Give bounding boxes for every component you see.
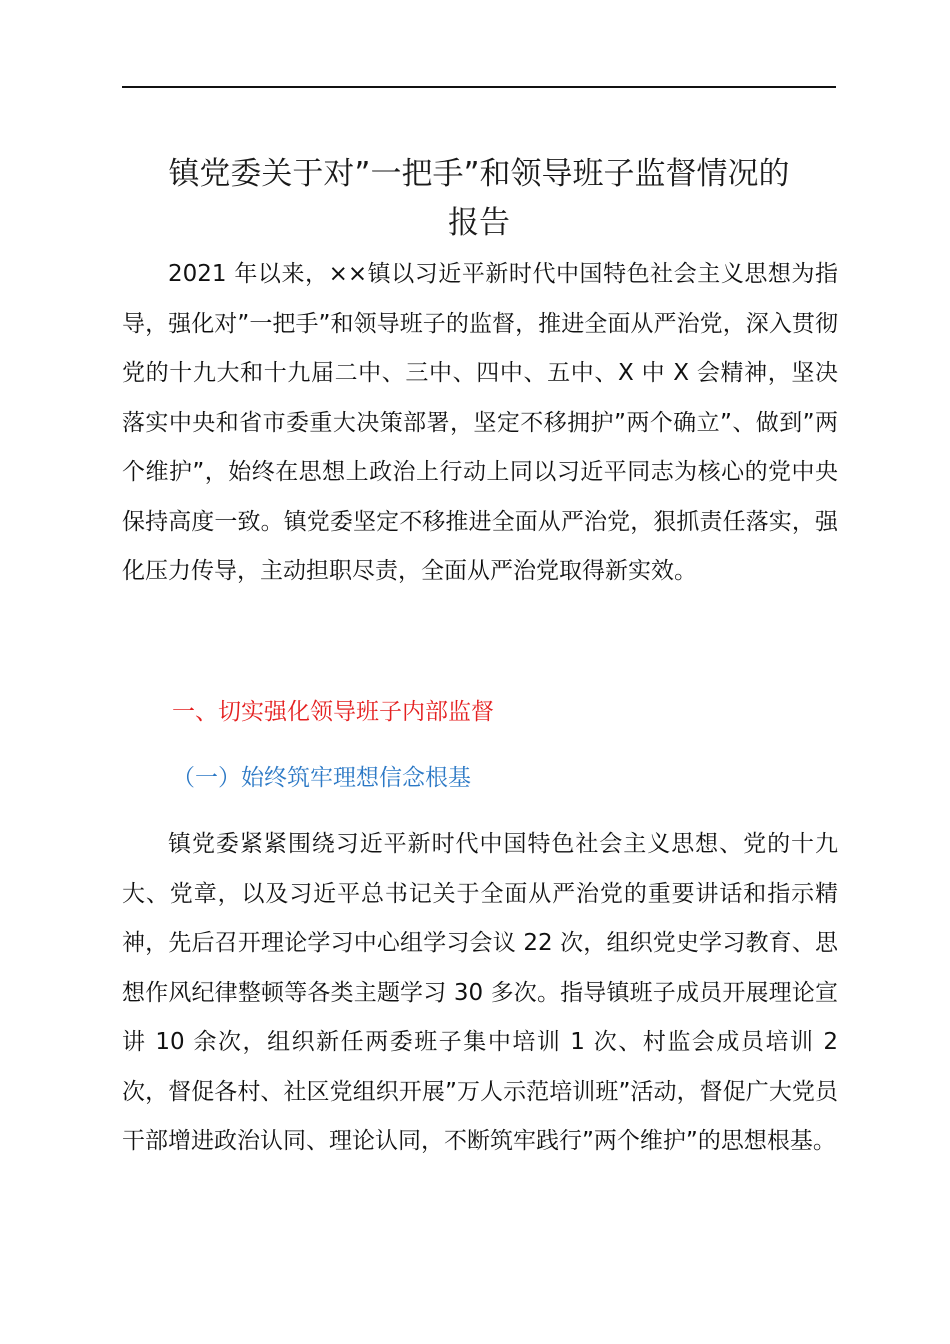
header-rule — [122, 86, 836, 88]
intro-paragraph: 2021 年以来，××镇以习近平新时代中国特色社会主义思想为指导，强化对”一把手”和领导班子的监督，推进全面从严治党，深入贯彻党的十九大和十九届二中、三中、四中、五中、X 中 X 会精神，坚决落实中央和省市委重大决策部署，坚定不移拥护”两个确立”、做到”两个维护”，始终在思想上政治上行动上同以习近平同志为核心的党中央保持高度一致。镇党委坚定不移推进全面从严治党，狠抓责任落实，强化压力传导，主动担职尽责，全面从严治党取得新实效。 — [122, 261, 838, 584]
subsection-paragraph: 镇党委紧紧围绕习近平新时代中国特色社会主义思想、党的十九大、党章，以及习近平总书记关于全面从严治党的重要讲话和指示精神，先后召开理论学习中心组学习会议 22 次，组织党史学习教育、思想作风纪律整顿等各类主题学习 30 多次。指导镇班子成员开展理论宣讲 10 余次，组织新任两委班子集中培训 1 次、村监会成员培训 2 次，督促各村、社区党组织开展”万人示范培训班”活动，督促广大党员干部增进政治认同、理论认同，不断筑牢践行”两个维护”的思想根基。 — [122, 831, 838, 1154]
subsection-heading: （一）始终筑牢理想信念根基 — [172, 765, 471, 791]
title-line-2: 报告 — [448, 205, 510, 241]
section-heading: 一、切实强化领导班子内部监督 — [172, 699, 494, 725]
title-line-1: 镇党委关于对”一把手”和领导班子监督情况的 — [168, 156, 790, 192]
document-title — [100, 150, 858, 248]
